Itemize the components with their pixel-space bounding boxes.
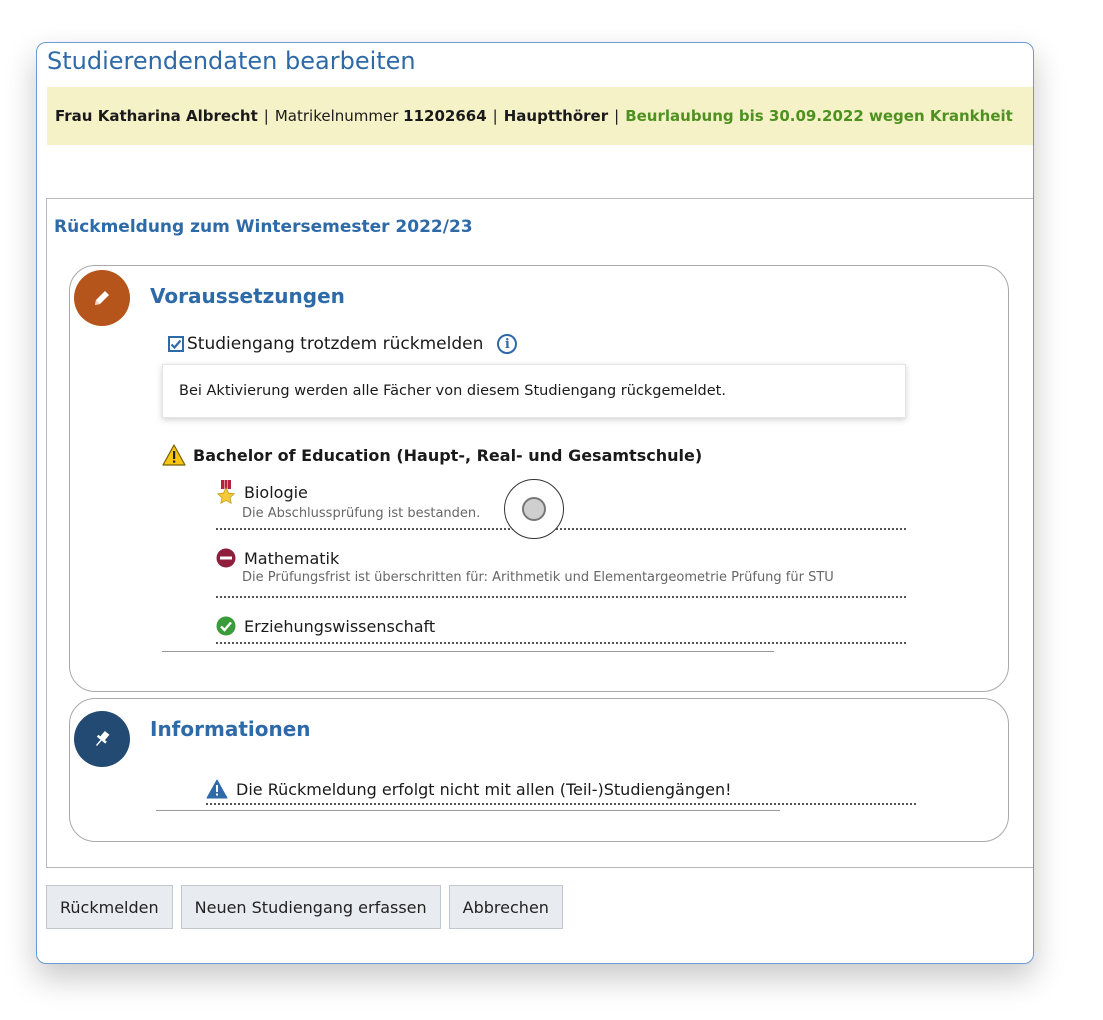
matrikel-label: Matrikelnummer: [274, 107, 399, 125]
subject-name: Erziehungswissenschaft: [244, 616, 436, 636]
blocked-icon: [216, 548, 236, 568]
submit-reregistration-button[interactable]: Rückmelden: [46, 885, 173, 929]
subject-item: [216, 548, 906, 598]
mouse-cursor-indicator: [504, 479, 564, 539]
new-program-button[interactable]: Neuen Studiengang erfassen: [181, 885, 441, 929]
checkmark-icon: [170, 338, 182, 350]
student-status: Hauptthörer: [503, 107, 609, 125]
check-circle-icon: [216, 616, 236, 636]
subject-description: Die Abschlussprüfung ist bestanden.: [242, 506, 481, 521]
information-message: Die Rückmeldung erfolgt nicht mit allen (Teil-)Studiengängen!: [236, 779, 732, 799]
separator: |: [263, 107, 269, 125]
reregistration-section: [46, 198, 1034, 868]
student-name: Frau Katharina Albrecht: [55, 107, 258, 125]
medal-icon: [216, 480, 236, 504]
student-info-banner: [47, 87, 1033, 145]
requirements-title: Voraussetzungen: [150, 284, 345, 308]
subject-name: Biologie: [244, 482, 308, 502]
separator: |: [492, 107, 498, 125]
continue-reregistration-checkbox[interactable]: [168, 336, 184, 352]
page-title: Studierendendaten bearbeiten: [47, 47, 416, 75]
info-icon[interactable]: i: [497, 334, 517, 354]
subject-name: Mathematik: [244, 548, 340, 568]
pin-icon: [74, 711, 130, 767]
information-card: [69, 698, 1009, 842]
subject-description: Die Prüfungsfrist ist überschritten für: Arithmetik und Elementargeometrie Prüfung für STU: [242, 570, 834, 585]
separator: |: [614, 107, 620, 125]
subject-item: [216, 616, 906, 644]
action-buttons: [46, 885, 563, 929]
checkbox-label: Studiengang trotzdem rückmelden: [187, 334, 484, 354]
divider: [162, 651, 774, 652]
degree-name: Bachelor of Education (Haupt-, Real- und Gesamtschule): [193, 445, 703, 465]
requirements-card: [69, 265, 1009, 692]
divider: [156, 810, 780, 811]
leave-status: Beurlaubung bis 30.09.2022 wegen Krankheit: [625, 107, 1013, 125]
info-tooltip: Bei Aktivierung werden alle Fächer von diesem Studiengang rückgemeldet.: [162, 364, 906, 418]
pencil-icon: [74, 270, 130, 326]
information-message-row: [206, 775, 916, 805]
information-title: Informationen: [150, 717, 311, 741]
degree-program: [162, 444, 702, 466]
warning-icon: [162, 444, 186, 466]
continue-reregistration-option[interactable]: [168, 334, 517, 354]
cancel-button[interactable]: Abbrechen: [449, 885, 563, 929]
edit-student-data-window: [36, 42, 1034, 964]
alert-icon: [206, 779, 228, 799]
section-title: Rückmeldung zum Wintersemester 2022/23: [54, 217, 473, 237]
matrikel-number: 11202664: [403, 107, 487, 125]
